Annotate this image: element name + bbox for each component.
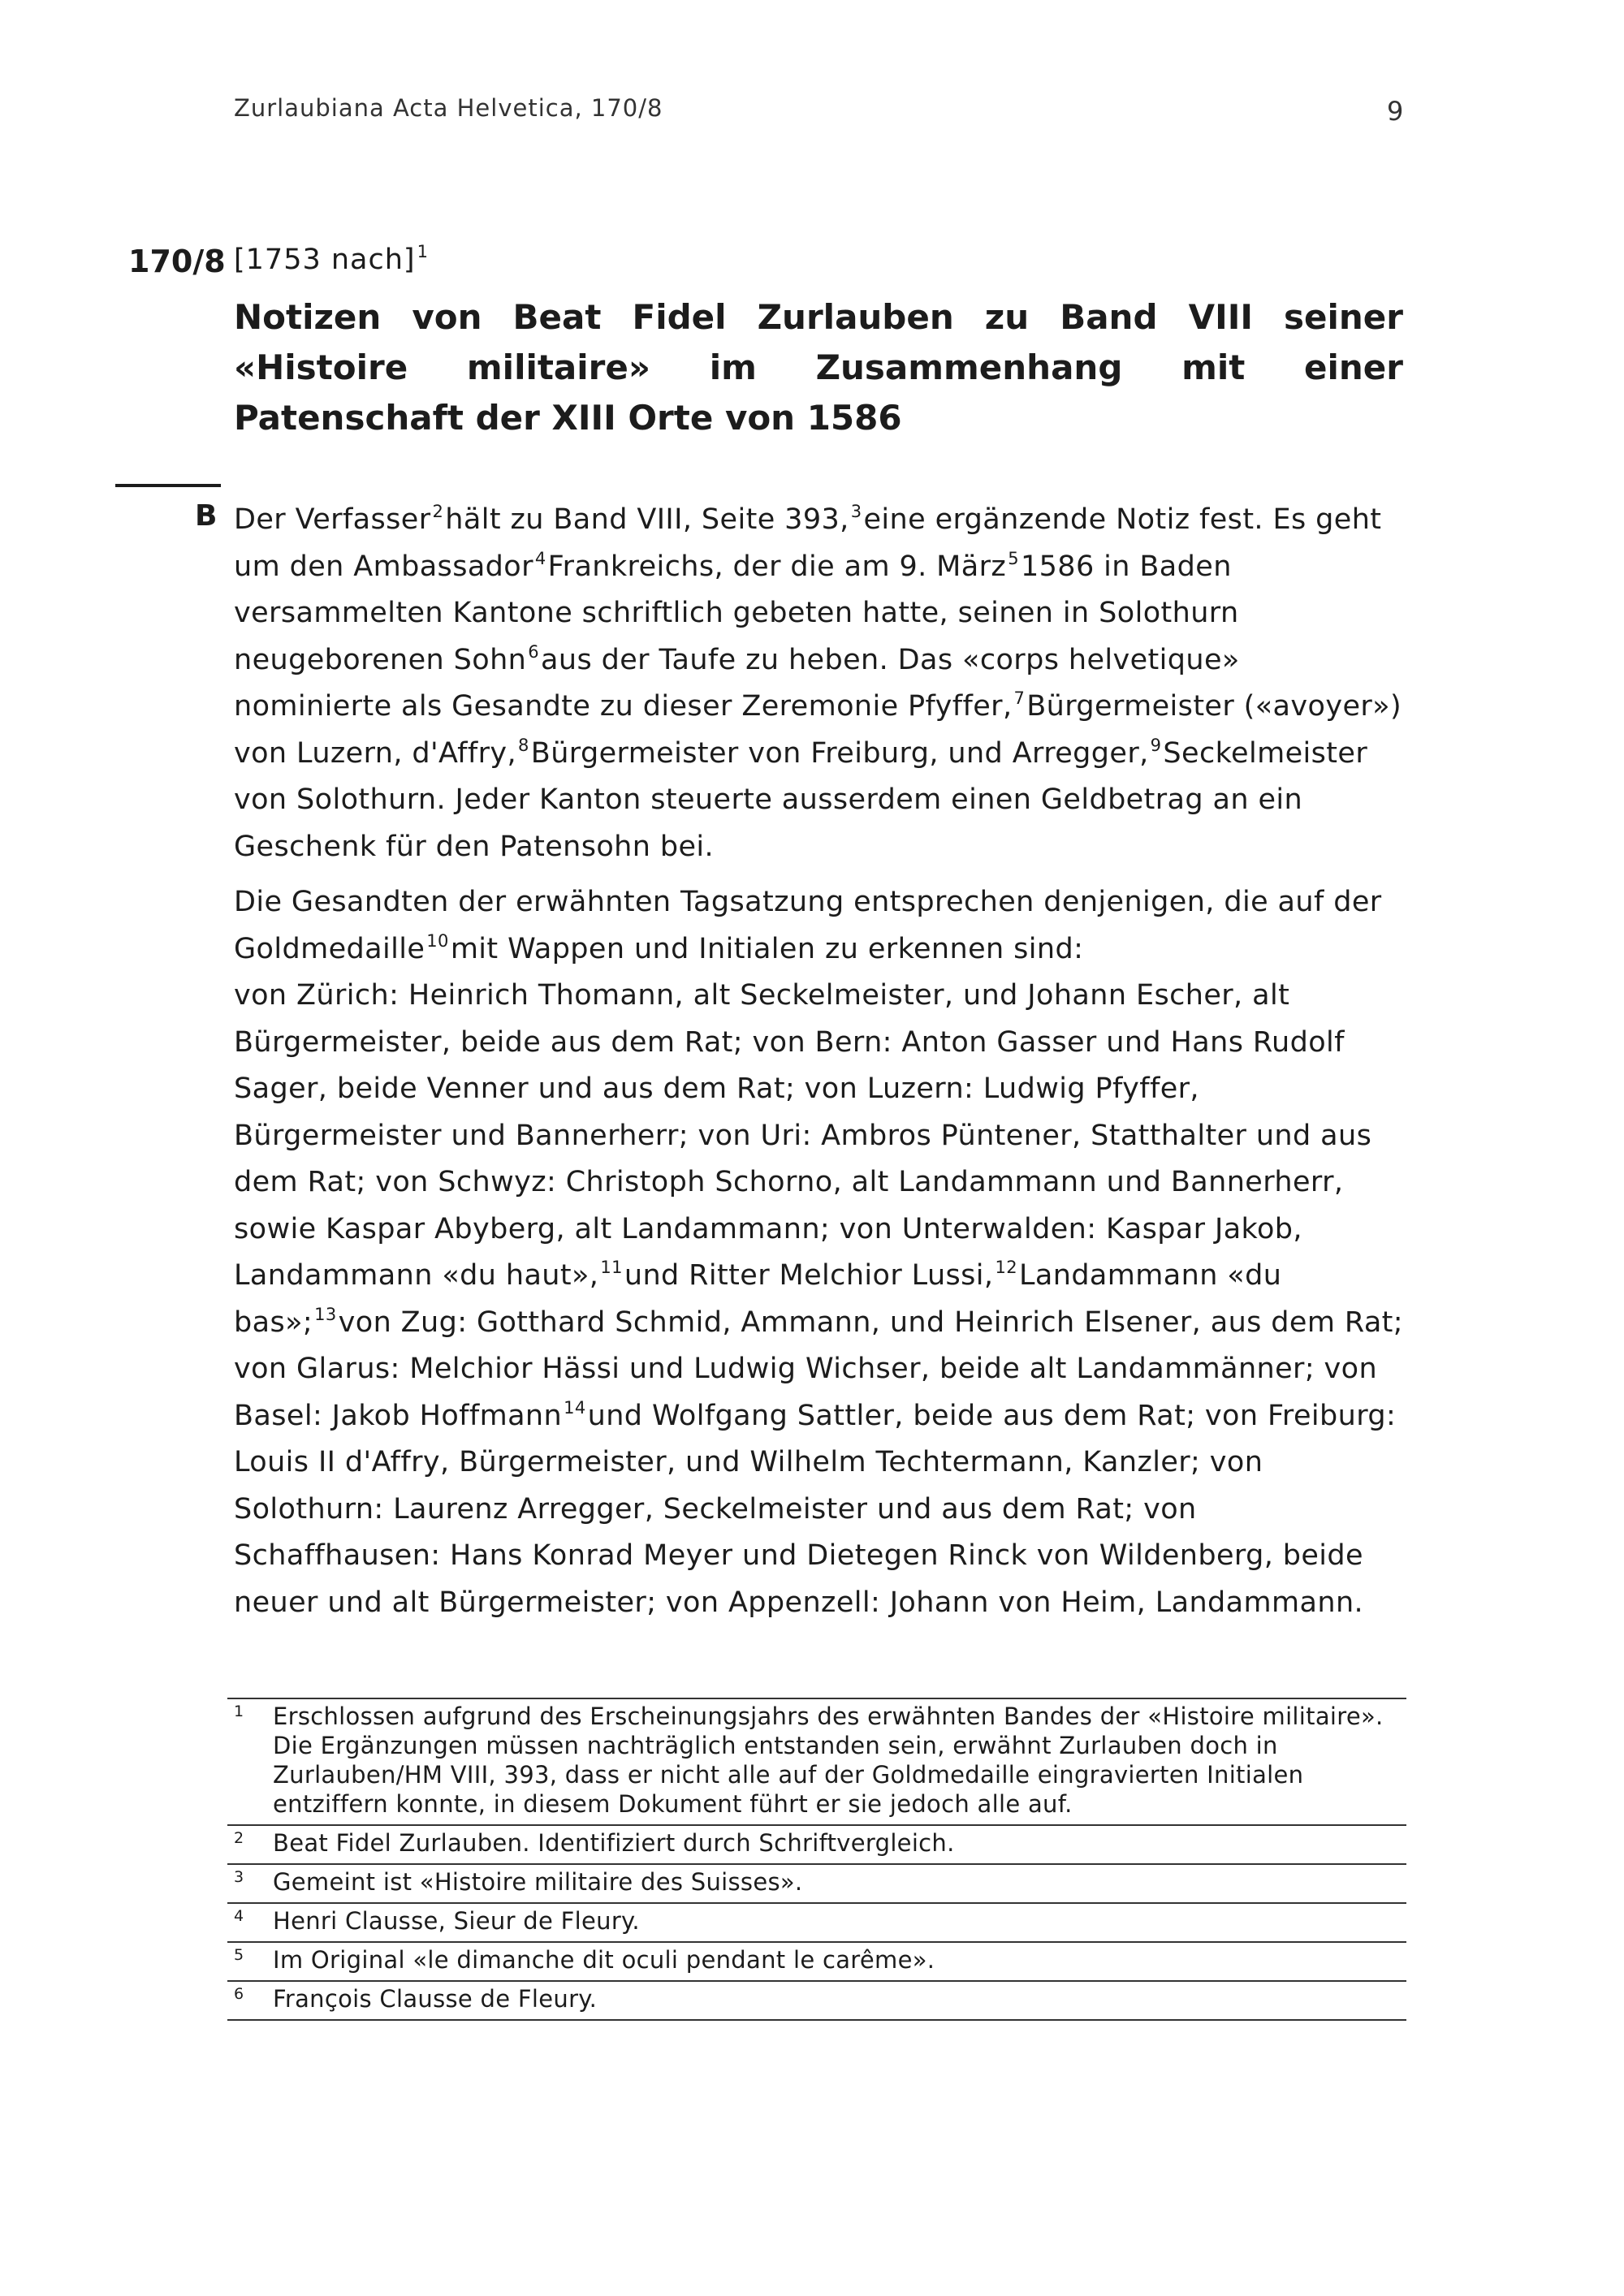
text-run: Seckelmeister von Solothurn. Jeder Kanton steuerte ausserdem einen Geldbetrag an ein Geschenk für den Patensohn bei. xyxy=(234,736,1368,863)
text-run: 1586 in Baden versammelten Kantone schriftlich gebeten hatte, seinen in Solothurn neugeborenen Sohn xyxy=(234,550,1239,676)
footnote xyxy=(227,1941,1406,1980)
margin-rule xyxy=(115,484,221,487)
source-marker: B xyxy=(195,499,218,533)
footnote-ref: 11 xyxy=(600,1258,623,1277)
text-run: Die Gesandten der erwähnten Tagsatzung entsprechen denjenigen, die auf der Goldmedaille xyxy=(234,886,1382,965)
footnote-ref: 7 xyxy=(1013,688,1026,708)
footnote-text: Gemeint ist «Histoire militaire des Suisses». xyxy=(273,1868,803,1896)
text-run: aus der Taufe zu heben. Das «corps helvetique» nominierte als Gesandte zu dieser Zeremonie Pfyffer, xyxy=(234,643,1240,723)
text-run: hält zu Band VIII, Seite 393, xyxy=(445,503,849,536)
text-run: Landammann «du bas»; xyxy=(234,1259,1282,1339)
footnote-ref: 6 xyxy=(528,641,540,662)
text-run: mit Wappen und Initialen zu erkennen sind: xyxy=(450,932,1084,965)
text-run: Der Verfasser xyxy=(234,503,431,536)
footnote-ref: 13 xyxy=(314,1304,337,1324)
paragraph-summary xyxy=(234,497,1403,870)
footnotes xyxy=(227,1698,1406,2021)
footnote-number: 5 xyxy=(234,1946,244,1964)
footnote-number: 4 xyxy=(234,1907,244,1925)
footnote xyxy=(227,1863,1406,1902)
footnote xyxy=(227,1902,1406,1941)
text-run: von Zug: Gotthard Schmid, Ammann, und Heinrich Elsener, aus dem Rat; von Glarus: Melchior Hässi und Ludwig Wichser, beide alt Landammänner; von Basel: Jakob Hoffmann xyxy=(234,1306,1403,1432)
running-header: Zurlaubiana Acta Helvetica, 170/8 xyxy=(234,94,663,122)
footnote xyxy=(227,1698,1406,1824)
document-date xyxy=(234,244,430,276)
document-title: Notizen von Beat Fidel Zurlauben zu Band VIII seiner «Histoire militaire» im Zusammenhang mit einer Patenschaft der XIII Orte von 1586 xyxy=(234,297,1403,438)
footnote-number: 6 xyxy=(234,1985,244,2003)
footnote-text: François Clausse de Fleury. xyxy=(273,1985,598,2013)
footnote-ref: 2 xyxy=(432,502,444,521)
text-run: und Wolfgang Sattler, beide aus dem Rat; von Freiburg: Louis II d'Affry, Bürgermeister, und Wilhelm Techtermann, Kanzler; von Solothurn: Laurenz Arregger, Seckelmeister und aus dem Rat; von Schaffhausen: Hans Konrad Meyer und Dietegen Rinck von Wildenberg, beide neuer und alt Bürgermeister; von Appenzell: Johann von Heim, Landammann. xyxy=(234,1399,1397,1619)
text-run: eine ergänzende Notiz fest. Es geht um den Ambassador xyxy=(234,503,1382,583)
document-number: 170/8 xyxy=(128,244,226,279)
footnote-number: 1 xyxy=(234,1703,244,1720)
footnote-ref: 3 xyxy=(850,502,862,521)
footnote-number: 2 xyxy=(234,1829,244,1847)
footnote-number: 3 xyxy=(234,1868,244,1886)
footnote-text: Beat Fidel Zurlauben. Identifiziert durch Schriftvergleich. xyxy=(273,1829,955,1857)
footnote-ref: 1 xyxy=(417,242,429,261)
text-run: Bürgermeister («avoyer») von Luzern, d'Affry, xyxy=(234,690,1402,770)
text-run: von Zürich: Heinrich Thomann, alt Seckelmeister, und Johann Escher, alt Bürgermeister, beide aus dem Rat; von Bern: Anton Gasser und Hans Rudolf Sager, beide Venner und aus dem Rat; von Luzern: Ludwig Pfyffer, Bürgermeister und Bannerherr; von Uri: Ambros Püntener, Statthalter und aus dem Rat; von Schwyz: Christoph Schorno, alt Landammann und Bannerherr, sowie Kaspar Abyberg, alt Landammann; von Unterwalden: Kaspar Jakob, Landammann «du haut», xyxy=(234,979,1372,1292)
page-number: 9 xyxy=(1387,96,1404,127)
text-run: Bürgermeister von Freiburg, und Arregger, xyxy=(530,736,1149,770)
paragraph-delegates-intro xyxy=(234,879,1403,1626)
footnote-ref: 8 xyxy=(518,735,529,755)
date-text: [1753 nach] xyxy=(234,244,416,276)
text-run: Frankreichs, der die am 9. März xyxy=(547,550,1007,583)
footnote xyxy=(227,1824,1406,1863)
footnote-ref: 9 xyxy=(1150,735,1162,755)
footnote-text: Erschlossen aufgrund des Erscheinungsjahrs des erwähnten Bandes der «Histoire militaire». Die Ergänzungen müssen nachträglich entstanden sein, erwähnt Zurlauben doch in Zurlauben/HM VIII, 393, dass er nicht alle auf der Goldmedaille eingravierten Initialen entziffern konnte, in diesem Dokument führt er sie jedoch alle auf. xyxy=(273,1703,1384,1818)
body-text xyxy=(234,497,1403,1626)
footnote-ref: 14 xyxy=(564,1397,586,1418)
footnote-ref: 10 xyxy=(426,930,449,951)
footnote xyxy=(227,1980,1406,2021)
footnote-ref: 5 xyxy=(1008,548,1019,568)
footnote-ref: 4 xyxy=(534,548,546,568)
text-run: und Ritter Melchior Lussi, xyxy=(624,1259,994,1292)
footnote-ref: 12 xyxy=(995,1258,1017,1277)
footnote-text: Im Original «le dimanche dit oculi pendant le carême». xyxy=(273,1946,935,1974)
footnote-text: Henri Clausse, Sieur de Fleury. xyxy=(273,1907,640,1935)
